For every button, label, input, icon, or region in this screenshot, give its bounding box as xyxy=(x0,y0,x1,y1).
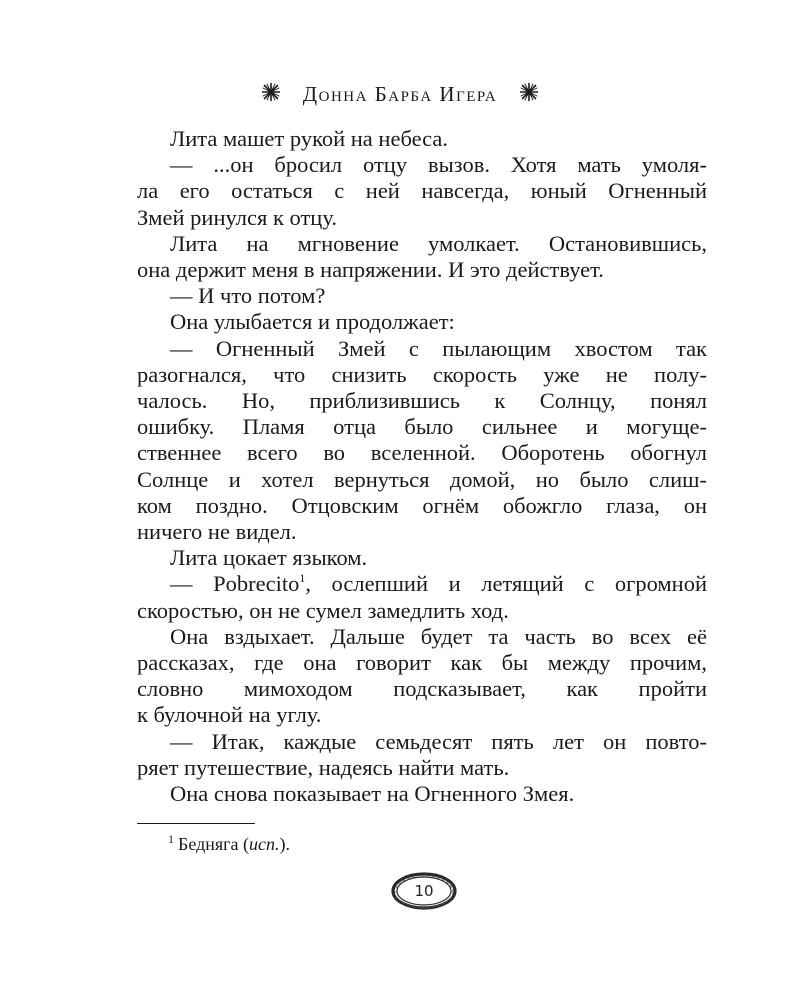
paragraph xyxy=(137,729,707,781)
footnote-divider xyxy=(137,823,255,824)
text-line: ошибку. Пламя отца было сильнее и могуще- xyxy=(137,414,707,440)
footnote-number: 1 xyxy=(168,832,174,846)
paragraph xyxy=(137,126,707,152)
text-line: чалось. Но, приблизившись к Солнцу, понял xyxy=(137,388,707,414)
text-line xyxy=(137,571,707,597)
page-number-badge xyxy=(390,871,458,911)
footnote xyxy=(168,832,290,855)
text-line: Она снова показывает на Огненного Змея. xyxy=(170,781,575,807)
footnote-language: исп. xyxy=(249,834,280,854)
running-header xyxy=(0,80,800,107)
text-line: Змей ринулся к отцу. xyxy=(137,204,337,230)
text-line: Лита на мгновение умолкает. Остановившись, xyxy=(170,230,707,256)
text-line: Солнце и хотел вернуться домой, но было слиш- xyxy=(137,466,707,492)
body-text xyxy=(137,126,707,807)
text-line: ряет путешествие, надеясь найти мать. xyxy=(137,754,510,780)
text-fragment: — Pobrecito xyxy=(170,571,300,597)
paragraph xyxy=(137,571,707,623)
text-line: рассказах, где она говорит как бы между прочим, xyxy=(137,650,707,676)
text-line: к булочной на углу. xyxy=(137,702,322,728)
text-line: ла его остаться с ней навсегда, юный Огненный xyxy=(137,178,707,204)
text-line: Лита машет рукой на небеса. xyxy=(170,126,449,151)
book-title: Донна Барба Игера xyxy=(302,81,498,106)
text-line: — Итак, каждые семьдесят пять лет он повто- xyxy=(170,728,707,754)
starburst-icon xyxy=(520,82,538,107)
paragraph xyxy=(137,283,707,309)
text-fragment: , ослепший и летящий с огромной xyxy=(305,571,707,597)
paragraph xyxy=(137,336,707,546)
footnote-text: Бедняга ( xyxy=(178,834,250,854)
text-line: ком поздно. Отцовским огнём обожгло глаза, он xyxy=(137,492,707,518)
text-line: — ...он бросил отцу вызов. Хотя мать умоля- xyxy=(170,152,707,178)
starburst-icon xyxy=(262,82,280,107)
text-line: — Огненный Змей с пылающим хвостом так xyxy=(170,335,707,361)
footnote-text-end: ). xyxy=(279,834,291,854)
paragraph xyxy=(137,545,707,571)
text-line: — И что потом? xyxy=(170,283,326,309)
text-line: Она улыбается и продолжает: xyxy=(170,309,455,335)
text-line: она держит меня в напряжении. И это действует. xyxy=(137,257,604,283)
text-line: разогнался, что снизить скорость уже не полу- xyxy=(137,361,707,387)
text-line: словно мимоходом подсказывает, как пройти xyxy=(137,676,707,702)
paragraph xyxy=(137,152,707,231)
paragraph xyxy=(137,781,707,807)
paragraph xyxy=(137,309,707,335)
text-line: Она вздыхает. Дальше будет та часть во всех её xyxy=(170,623,707,649)
text-line: скоростью, он не сумел замедлить ход. xyxy=(137,597,509,623)
footnote-reference[interactable]: 1 xyxy=(299,571,306,586)
text-line: Лита цокает языком. xyxy=(170,545,368,571)
page-number: 10 xyxy=(414,882,434,900)
paragraph xyxy=(137,624,707,729)
text-line: ственнее всего во вселенной. Оборотень обогнул xyxy=(137,440,707,466)
paragraph xyxy=(137,231,707,283)
text-line: ничего не видел. xyxy=(137,519,297,545)
